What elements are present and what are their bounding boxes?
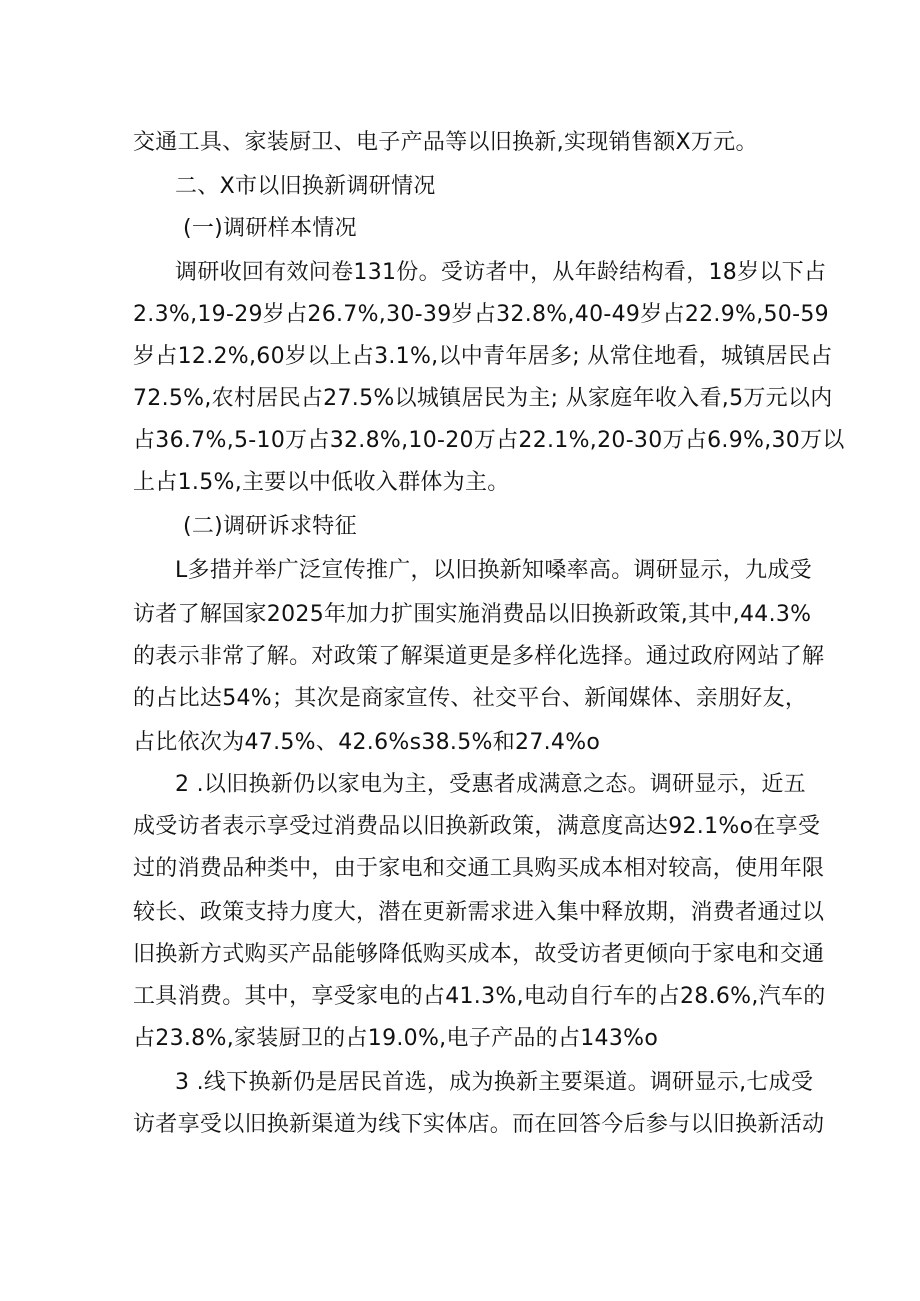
subsection-heading: (二)调研诉求特征 bbox=[183, 514, 357, 539]
section-heading: 二、X市以旧换新调研情况 bbox=[175, 174, 436, 199]
text-line: 72.5%,农村居民占27.5%以城镇居民为主; 从家庭年收入看,5万元以内 bbox=[133, 386, 833, 411]
text-line: 占36.7%,5-10万占32.8%,10-20万占22.1%,20-30万占6.9%,30万以 bbox=[133, 428, 845, 453]
text-line: 岁占12.2%,60岁以上占3.1%,以中青年居多; 从常住地看，城镇居民占 bbox=[133, 344, 833, 369]
text-line: 访者了解国家2025年加力扩围实施消费品以旧换新政策,其中,44.3% bbox=[133, 602, 812, 627]
text-line: L多措并举广泛宣传推广，以旧换新知嗓率高。调研显示，九成受 bbox=[175, 558, 812, 583]
text-line: 的占比达54%；其次是商家宣传、社交平台、新闻媒体、亲朋好友， bbox=[133, 686, 808, 711]
text-line: 2 .以旧换新仍以家电为主，受惠者成满意之态。调研显示，近五 bbox=[175, 772, 806, 797]
text-line: 较长、政策支持力度大，潜在更新需求进入集中释放期，消费者通过以 bbox=[133, 900, 825, 925]
text-line: 的表示非常了解。对政策了解渠道更是多样化选择。通过政府网站了解 bbox=[133, 644, 825, 669]
text-line: 旧换新方式购买产品能够降低购买成本，故受访者更倾向于家电和交通 bbox=[133, 942, 825, 967]
text-line: 工具消费。其中，享受家电的占41.3%,电动自行车的占28.6%,汽车的 bbox=[133, 984, 826, 1009]
subsection-heading: (一)调研样本情况 bbox=[183, 216, 357, 241]
text-line: 成受访者表示享受过消费品以旧换新政策，满意度高达92.1%o在享受 bbox=[133, 814, 821, 839]
text-line: 2.3%,19-29岁占26.7%,30-39岁占32.8%,40-49岁占22.9%,50-59 bbox=[133, 302, 829, 327]
text-line: 上占1.5%,主要以中低收入群体为主。 bbox=[133, 470, 510, 495]
text-line: 占比依次为47.5%、42.6%s38.5%和27.4%o bbox=[133, 730, 601, 755]
text-line: 占23.8%,家装厨卫的占19.0%,电子产品的占143%o bbox=[133, 1026, 659, 1051]
text-line: 3 .线下换新仍是居民首选，成为换新主要渠道。调研显示,七成受 bbox=[175, 1070, 814, 1095]
text-line: 访者享受以旧换新渠道为线下实体店。而在回答今后参与以旧换新活动 bbox=[133, 1112, 825, 1137]
text-line: 过的消费品种类中，由于家电和交通工具购买成本相对较高，使用年限 bbox=[133, 856, 825, 881]
text-line: 调研收回有效问卷131份。受访者中，从年龄结构看，18岁以下占 bbox=[175, 260, 827, 285]
text-line: 交通工具、家装厨卫、电子产品等以旧换新,实现销售额X万元。 bbox=[133, 130, 758, 155]
